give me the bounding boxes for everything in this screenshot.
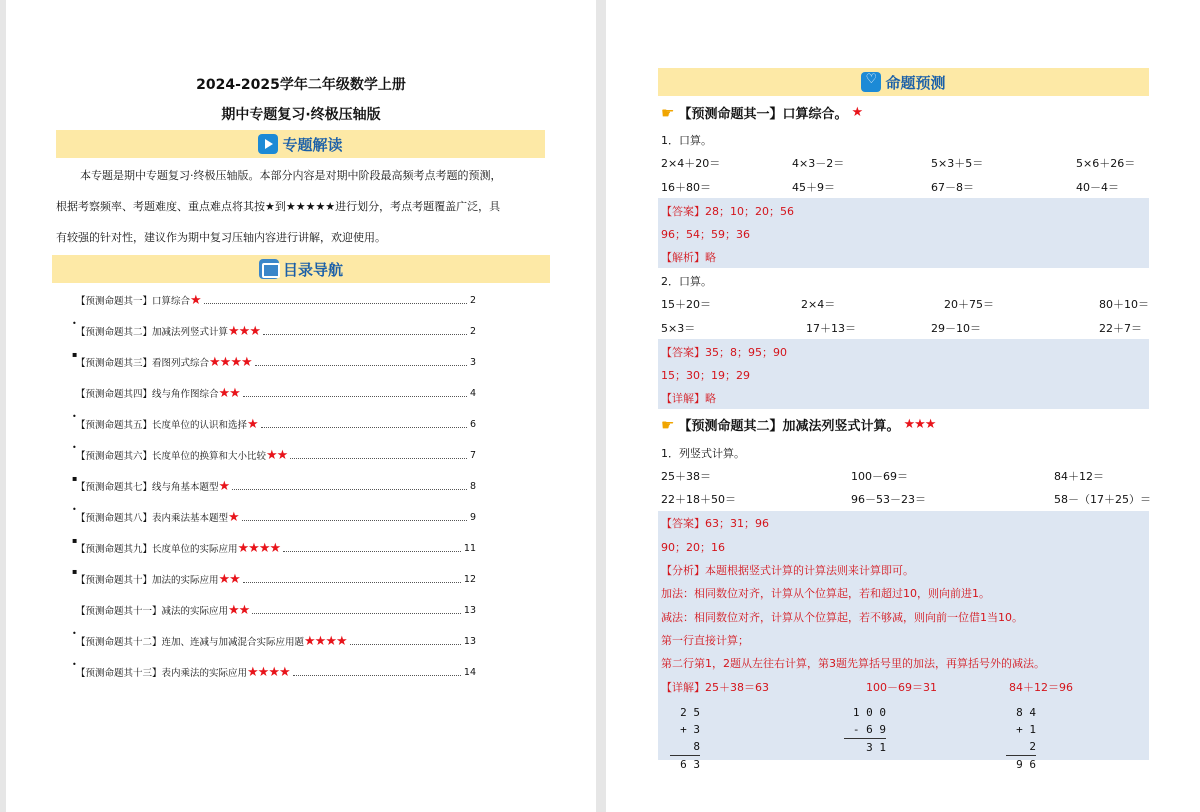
- toc-item[interactable]: • 【预测命题其二】加减法列竖式计算 ★★★ 2: [72, 319, 476, 339]
- section-band-prediction: [658, 68, 1149, 96]
- pointing-hand-icon: ☛: [661, 415, 675, 434]
- doc-title: 2024-2025学年二年级数学上册: [196, 77, 406, 93]
- band-topic-label: 专题解读: [282, 135, 343, 154]
- question-heading-2: ☛ 【预测命题其二】加减法列竖式计算。 ★★★: [661, 415, 936, 434]
- q1-sub1: 1．口算。: [661, 133, 712, 147]
- toc-item[interactable]: • 【预测命题其十二】连加、连减与加减混合实际应用题 ★★★★ 13: [72, 629, 476, 649]
- q2-analysis: 减法：相同数位对齐，计算从个位算起，若不够减，则向前一位借1当10。: [661, 610, 1023, 624]
- q1-answer: 96；54；59；36: [661, 227, 750, 241]
- doc-subtitle: 期中专题复习·终极压轴版: [221, 107, 381, 123]
- right-page: [606, 0, 1200, 812]
- video-icon: [258, 134, 278, 154]
- toc-item[interactable]: ▪ 【预测命题其九】长度单位的实际应用 ★★★★ 11: [72, 536, 476, 556]
- q2-analysis: 第二行第1，2题从左往右计算，第3题先算括号里的加法，再算括号外的减法。: [661, 656, 1045, 670]
- intro-line-3: 有较强的针对性，建议作为期中复习压轴内容进行讲解，欢迎使用。: [56, 231, 386, 244]
- q2-answer: 90；20；16: [661, 540, 725, 554]
- q2-answer: 【答案】63；31；96: [661, 516, 769, 530]
- heart-icon: [861, 72, 881, 92]
- toc-item[interactable]: • 【预测命题其八】表内乘法基本题型 ★ 9: [72, 505, 476, 525]
- q2-analysis: 【分析】本题根据竖式计算的计算法则来计算即可。: [661, 563, 914, 577]
- q2-sub1: 1．列竖式计算。: [661, 446, 745, 460]
- question-heading-1: ☛ 【预测命题其一】口算综合。 ★: [661, 103, 863, 122]
- intro-line-1: 本专题是期中专题复习·终极压轴版。本部分内容是对期中阶段最高频考点考题的预测，: [80, 169, 502, 182]
- q1-analysis: 【解析】略: [661, 250, 716, 264]
- q1-row: 5×3＝ 17＋13＝ 29－10＝ 22＋7＝: [661, 321, 1142, 335]
- q1-detail: 【详解】略: [661, 391, 716, 405]
- vertical-calc: 1 0 0 - 6 9 3 1: [844, 704, 886, 756]
- q1-row: 2×4＋20＝ 4×3－2＝ 5×3＋5＝ 5×6＋26＝: [661, 156, 1136, 170]
- toc-item[interactable]: ▪ 【预测命题其七】线与角基本题型 ★ 8: [72, 474, 476, 494]
- pointing-hand-icon: ☛: [661, 103, 675, 122]
- band-toc-label: 目录导航: [282, 260, 343, 279]
- q1-answer2: 【答案】35；8；95；90: [661, 345, 787, 359]
- left-page: [6, 0, 596, 812]
- section-band-toc: [52, 255, 550, 283]
- q2-detail: 【详解】25＋38＝63 100－69＝31 84＋12＝96: [661, 680, 1073, 694]
- q2-row: 22＋18＋50＝ 96－53－23＝ 58－（17＋25）＝: [661, 492, 1151, 506]
- vertical-calc: 8 4 + 1 2 9 6: [1006, 704, 1036, 773]
- q1-answer2: 15；30；19；29: [661, 368, 750, 382]
- q2-analysis: 第一行直接计算；: [661, 633, 749, 647]
- toc-item[interactable]: 【预测命题其十一】减法的实际应用 ★★ 13: [76, 602, 476, 618]
- q1-row: 16＋80＝ 45＋9＝ 67－8＝ 40－4＝: [661, 180, 1119, 194]
- toc-item[interactable]: • 【预测命题其六】长度单位的换算和大小比较 ★★ 7: [72, 443, 476, 463]
- book-icon: [259, 259, 279, 279]
- toc-item[interactable]: 【预测命题其一】口算综合 ★ 2: [76, 292, 476, 308]
- q1-row: 15＋20＝ 2×4＝ 20＋75＝ 80＋10＝: [661, 297, 1149, 311]
- intro-text: [56, 160, 556, 253]
- q1-sub2: 2．口算。: [661, 274, 712, 288]
- intro-line-2: 根据考察频率、考题难度、重点难点将其按★到★★★★★进行划分，考点考题覆盖广泛，具: [56, 200, 501, 213]
- section-band-topic: [56, 130, 545, 158]
- toc-item[interactable]: ▪ 【预测命题其三】看图列式综合 ★★★★ 3: [72, 350, 476, 370]
- toc-item[interactable]: • 【预测命题其五】长度单位的认识和选择 ★ 6: [72, 412, 476, 432]
- toc-item[interactable]: • 【预测命题其十三】表内乘法的实际应用 ★★★★ 14: [72, 660, 476, 680]
- toc-item[interactable]: ▪ 【预测命题其十】加法的实际应用 ★★ 12: [72, 567, 476, 587]
- toc-item[interactable]: 【预测命题其四】线与角作图综合 ★★ 4: [76, 385, 476, 401]
- q1-answer: 【答案】28；10；20；56: [661, 204, 794, 218]
- q2-row: 25＋38＝ 100－69＝ 84＋12＝: [661, 469, 1104, 483]
- band-prediction-label: 命题预测: [885, 73, 946, 92]
- vertical-calc: 2 5 + 3 8 6 3: [670, 704, 700, 773]
- q2-analysis: 加法：相同数位对齐，计算从个位算起，若和超过10，则向前进1。: [661, 586, 990, 600]
